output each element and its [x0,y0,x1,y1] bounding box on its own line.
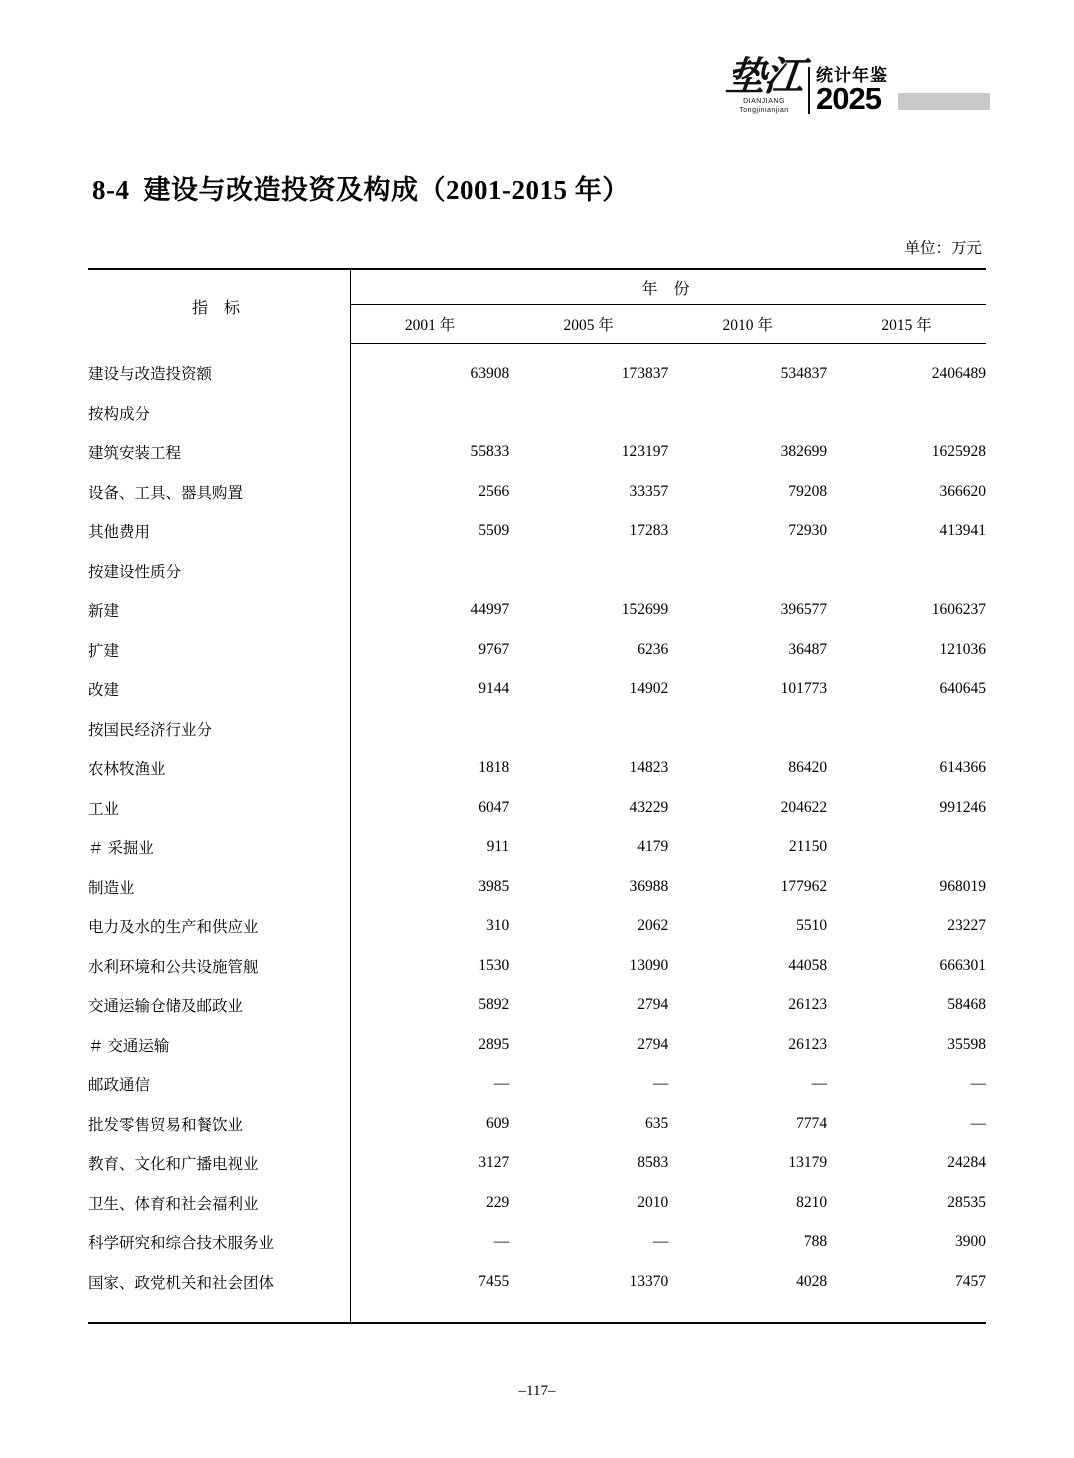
header-year-2001: 2001 年 [350,305,509,344]
row-value: 58468 [947,996,986,1014]
row-label: 邮政通信 [88,1065,350,1105]
row-value: 2895 [478,1035,510,1053]
table-title-text: 建设与改造投资及构成（2001-2015 年） [143,175,630,205]
table-row [88,1144,986,1184]
table-row [88,630,986,670]
row-value: 6236 [637,640,669,658]
row-value: 1530 [478,956,510,974]
row-label: 电力及水的生产和供应业 [88,907,350,947]
table-row [88,433,986,473]
row-value: 35598 [947,1035,986,1053]
logo-year: 2025 [816,81,881,117]
row-value [668,709,827,749]
row-value: — [652,1233,669,1251]
logo-chinese-block [723,54,805,114]
row-label: ＃ 交通运输 [88,1025,350,1065]
row-value: 101773 [780,680,828,698]
row-label: 其他费用 [88,512,350,552]
table-row [88,551,986,591]
table-number: 8-4 [92,175,130,205]
row-value: 5509 [478,522,510,540]
row-value: 72930 [788,522,828,540]
table-row [88,1065,986,1105]
page-header [723,52,990,117]
row-value: 173837 [621,364,669,382]
row-value: 2010 [637,1193,669,1211]
row-label: 新建 [88,591,350,631]
table-row [88,828,986,868]
logo-subtitle: 统计年鉴 [816,65,888,85]
row-value: 3127 [478,1154,510,1172]
row-value: 7455 [478,1272,510,1290]
row-value: 229 [486,1193,510,1211]
row-value: 26123 [788,996,828,1014]
row-value: 534837 [780,364,828,382]
statistics-table-wrapper [88,268,986,1324]
row-value: 7774 [796,1114,828,1132]
row-value: 26123 [788,1035,828,1053]
table-row [88,344,986,394]
row-value: 2794 [637,1035,669,1053]
row-value [350,709,509,749]
row-value: 8583 [637,1154,669,1172]
row-value: 609 [486,1114,510,1132]
header-year-2005: 2005 年 [509,305,668,344]
row-value: 1606237 [931,601,986,619]
row-value [509,393,668,433]
table-row [88,670,986,710]
row-value: 14823 [629,759,669,777]
row-value: 788 [803,1233,828,1251]
row-label: 教育、文化和广播电视业 [88,1144,350,1184]
row-label: 批发零售贸易和餐饮业 [88,1104,350,1144]
page-number: –117– [518,1383,556,1399]
row-value: 968019 [939,877,986,895]
row-value: 121036 [939,640,986,658]
header-decorative-bar [898,93,990,110]
row-value: 911 [486,838,510,856]
row-value: 13370 [629,1272,669,1290]
row-value: 4028 [796,1272,828,1290]
table-row [88,1223,986,1263]
row-value: 33357 [629,482,669,500]
logo-chinese-name: 垫江 [723,54,805,99]
row-value: 204622 [780,798,828,816]
row-value [350,551,509,591]
row-label: 按建设性质分 [88,551,350,591]
row-label: 建筑安装工程 [88,433,350,473]
logo-pinyin-sub: Tongjinianjian [739,107,789,114]
row-label: 制造业 [88,867,350,907]
row-value [668,551,827,591]
row-value: 3985 [478,877,510,895]
row-value: 28535 [947,1193,986,1211]
row-label: 工业 [88,788,350,828]
row-value: 382699 [780,443,828,461]
row-value: 44058 [788,956,828,974]
row-value: 43229 [629,798,669,816]
row-value: 5510 [796,917,828,935]
row-label: ＃ 采掘业 [88,828,350,868]
row-value: 14902 [629,680,669,698]
row-value: 24284 [947,1154,986,1172]
table-row [88,749,986,789]
row-value: 413941 [939,522,986,540]
table-header-row-group [88,269,986,305]
row-value: 55833 [470,443,510,461]
row-label: 卫生、体育和社会福利业 [88,1183,350,1223]
row-value: 635 [644,1114,669,1132]
header-year-2010: 2010 年 [668,305,827,344]
row-value: 86420 [788,759,828,777]
row-value: 396577 [780,601,828,619]
table-row [88,1025,986,1065]
row-value: 23227 [947,917,986,935]
row-value: 614366 [939,759,986,777]
row-value: 123197 [621,443,669,461]
row-value: 640645 [939,680,986,698]
row-label: 水利环境和公共设施管舰 [88,946,350,986]
row-value: 79208 [788,482,828,500]
row-label: 科学研究和综合技术服务业 [88,1223,350,1263]
row-value: 1625928 [931,443,986,461]
row-value [509,551,668,591]
row-value: — [493,1233,510,1251]
row-value [827,393,986,433]
logo-title-block [808,65,888,117]
table-row [88,1104,986,1144]
header-year-2015: 2015 年 [827,305,986,344]
row-value: 8210 [796,1193,828,1211]
row-label: 按构成分 [88,393,350,433]
row-value [668,393,827,433]
row-label: 按国民经济行业分 [88,709,350,749]
page-title [92,168,630,207]
table-row [88,591,986,631]
row-label: 建设与改造投资额 [88,344,350,394]
row-label: 农林牧渔业 [88,749,350,789]
table-row [88,788,986,828]
row-value: 366620 [939,482,986,500]
row-value: 36988 [629,877,669,895]
row-value: 44997 [470,601,510,619]
row-value: 991246 [939,798,986,816]
row-value [827,709,986,749]
row-value: 2794 [637,996,669,1014]
row-label: 国家、政党机关和社会团体 [88,1262,350,1302]
row-value: 2406489 [931,364,986,382]
table-row [88,709,986,749]
row-value: 5892 [478,996,510,1014]
row-value: 2062 [637,917,669,935]
table-row [88,986,986,1026]
row-value: — [970,1114,986,1132]
yearbook-logo [723,54,888,117]
row-value: — [652,1075,669,1093]
row-value: 7457 [955,1272,986,1290]
row-label: 改建 [88,670,350,710]
row-value: 666301 [939,956,986,974]
row-value: 4179 [637,838,669,856]
table-bottom-spacer [88,1302,986,1323]
table-row [88,907,986,947]
row-value: 1818 [478,759,510,777]
row-value [509,709,668,749]
row-value: — [811,1075,828,1093]
table-row [88,393,986,433]
row-value: 13090 [629,956,669,974]
row-value: 9144 [478,680,510,698]
table-row [88,472,986,512]
unit-note: 单位：万元 [904,240,982,257]
row-label: 交通运输仓储及邮政业 [88,986,350,1026]
row-value: — [493,1075,510,1093]
row-value: 9767 [478,640,510,658]
row-value: 17283 [629,522,669,540]
row-value: 2566 [478,482,510,500]
table-row [88,946,986,986]
row-value: 310 [486,917,510,935]
row-value: 3900 [955,1233,986,1251]
table-row [88,867,986,907]
row-label: 扩建 [88,630,350,670]
logo-pinyin-main: DIANJIANG [743,98,785,105]
header-year-group: 年 份 [350,269,986,305]
row-value: 63908 [470,364,510,382]
row-value [827,828,986,868]
row-value: 177962 [780,877,828,895]
table-row [88,1262,986,1302]
table-row [88,512,986,552]
statistics-table [88,268,986,1324]
row-value: — [970,1075,986,1093]
row-label: 设备、工具、器具购置 [88,472,350,512]
row-value [350,393,509,433]
row-value: 13179 [788,1154,828,1172]
row-value [827,551,986,591]
row-value: 36487 [788,640,828,658]
row-value: 6047 [478,798,510,816]
row-value: 152699 [621,601,669,619]
table-row [88,1183,986,1223]
row-value: 21150 [788,838,828,856]
header-indicator: 指 标 [88,269,350,344]
